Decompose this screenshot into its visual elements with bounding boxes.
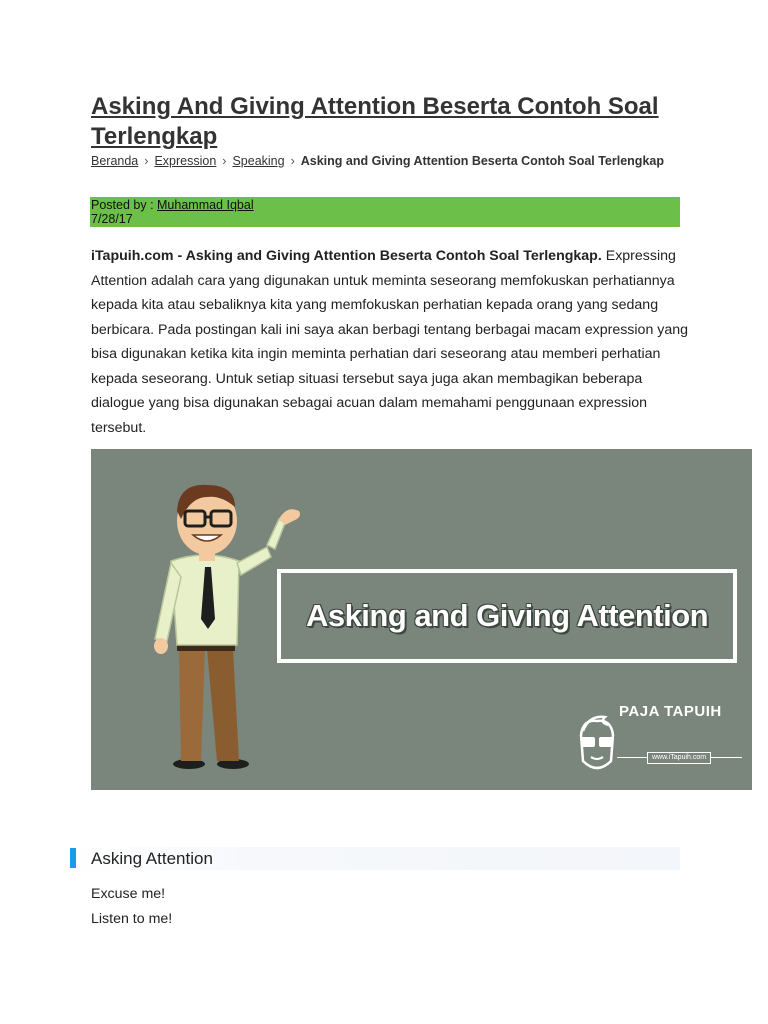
list-item: Listen to me! <box>91 911 173 927</box>
post-date: 7/28/17 <box>91 212 133 226</box>
intro-paragraph <box>91 244 691 440</box>
breadcrumb-current: Asking and Giving Attention Beserta Contoh Soal Terlengkap <box>300 154 664 168</box>
section-heading-asking-attention <box>70 847 680 870</box>
section-heading-label: Asking Attention <box>91 849 213 868</box>
breadcrumb-link-beranda[interactable]: Beranda <box>91 154 139 168</box>
list-item: Excuse me! <box>91 886 166 902</box>
post-meta-bar <box>90 197 680 227</box>
section-accent-bar <box>70 848 76 868</box>
chevron-right-icon: › <box>222 154 227 168</box>
banner-title-frame <box>277 569 737 663</box>
article-title: Asking And Giving Attention Beserta Contoh Soal Terlengkap <box>91 93 659 150</box>
chevron-right-icon: › <box>290 154 295 168</box>
banner-logo-url: www.iTapuih.com <box>647 752 711 764</box>
posted-by-line <box>91 198 680 212</box>
author-link[interactable]: Muhammad Iqbal <box>157 198 254 212</box>
banner-headline: Asking and Giving Attention <box>305 598 709 633</box>
banner-logo-name: PAJA TAPUIH <box>619 703 722 720</box>
posted-by-label: Posted by : <box>91 198 158 212</box>
intro-lead: iTapuih.com - Asking and Giving Attention Beserta Contoh Soal Terlengkap. <box>91 248 602 264</box>
paja-tapuih-logo-icon <box>575 713 619 781</box>
breadcrumb <box>91 153 671 170</box>
breadcrumb-link-expression[interactable]: Expression <box>154 154 217 168</box>
intro-body: Expressing Attention adalah cara yang digunakan untuk meminta seseorang memfokuskan perhatiannya kepada kita atau sebaliknya kita yang memfokuskan perhatian kepada orang yang sedang berbicara. Pada postingan kali ini saya akan berbagi tentang berbagai macam expression yang bisa digunakan ketika kita ingin meminta perhatian dari seseorang atau memberi perhatian kepada seseorang. Untuk setiap situasi tersebut saya juga akan membagikan beberapa dialogue yang bisa digunakan sebagai acuan dalam memahami penggunaan expression tersebut. <box>91 248 689 436</box>
chevron-right-icon: › <box>144 154 149 168</box>
breadcrumb-link-speaking[interactable]: Speaking <box>232 154 285 168</box>
featured-banner-image <box>91 449 752 790</box>
